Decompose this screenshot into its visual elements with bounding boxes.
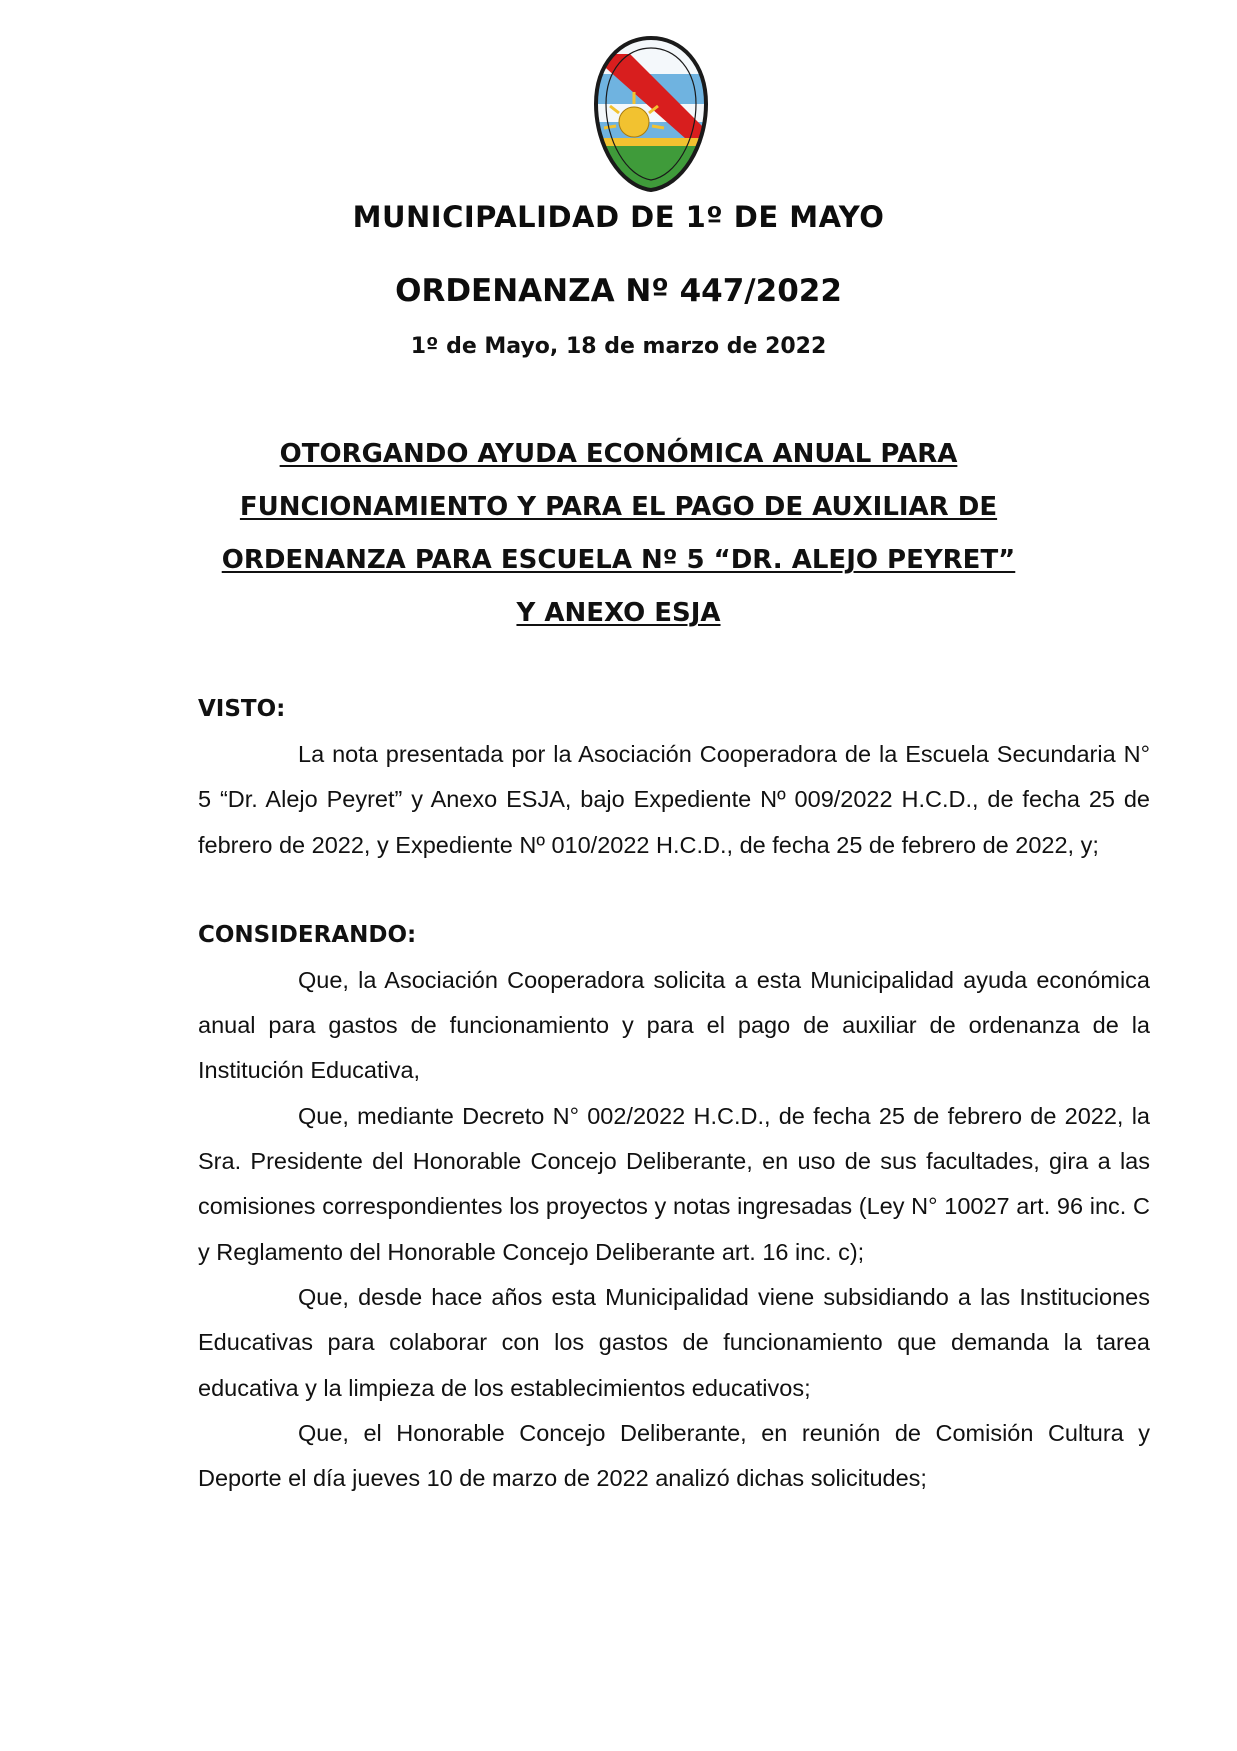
- title-line: FUNCIONAMIENTO Y PARA EL PAGO DE AUXILIAR DE: [239, 492, 998, 522]
- visto-paragraph: La nota presentada por la Asociación Cooperadora de la Escuela Secundaria N° 5 “Dr. Alejo Peyret” y Anexo ESJA, bajo Expediente Nº 009/2022 H.C.D., de fecha 25 de febrero de 2022, y Expediente Nº 010/2022 H.C.D., de fecha 25 de febrero de 2022, y;: [198, 741, 1150, 858]
- ordinance-body: [198, 687, 1150, 1501]
- title-line: OTORGANDO AYUDA ECONÓMICA ANUAL PARA: [279, 439, 958, 469]
- considerando-heading: CONSIDERANDO:: [198, 921, 417, 948]
- considerando-paragraph: Que, el Honorable Concejo Deliberante, en reunión de Comisión Cultura y Deporte el día jueves 10 de marzo de 2022 analizó dichas solicitudes;: [198, 1419, 1150, 1492]
- ordinance-number: ORDENANZA Nº 447/2022: [395, 273, 842, 309]
- ordinance-date: 1º de Mayo, 18 de marzo de 2022: [410, 334, 827, 359]
- title-line: ORDENANZA PARA ESCUELA Nº 5 “DR. ALEJO PEYRET”: [221, 545, 1016, 575]
- considerando-paragraph: Que, desde hace años esta Municipalidad viene subsidiando a las Instituciones Educativas para colaborar con los gastos de funcionamiento que demanda la tarea educativa y la limpieza de los establecimientos educativos;: [198, 1283, 1150, 1401]
- municipality-name: MUNICIPALIDAD DE 1º DE MAYO: [352, 200, 885, 234]
- section-gap: [198, 868, 1150, 913]
- ordinance-title: [0, 428, 1237, 640]
- considerando-paragraph: Que, la Asociación Cooperadora solicita a esta Municipalidad ayuda económica anual para gastos de funcionamiento y para el pago de auxiliar de ordenanza de la Institución Educativa,: [198, 966, 1150, 1084]
- visto-heading: VISTO:: [198, 696, 286, 722]
- title-line: Y ANEXO ESJA: [516, 598, 721, 628]
- municipal-seal-icon: [590, 34, 712, 194]
- considerando-paragraph: Que, mediante Decreto N° 002/2022 H.C.D., de fecha 25 de febrero de 2022, la Sra. Presidente del Honorable Concejo Deliberante, en uso de sus facultades, gira a las comisiones correspondientes los proyectos y notas ingresadas (Ley N° 10027 art. 96 inc. C y Reglamento del Honorable Concejo Deliberante art. 16 inc. c);: [198, 1102, 1150, 1265]
